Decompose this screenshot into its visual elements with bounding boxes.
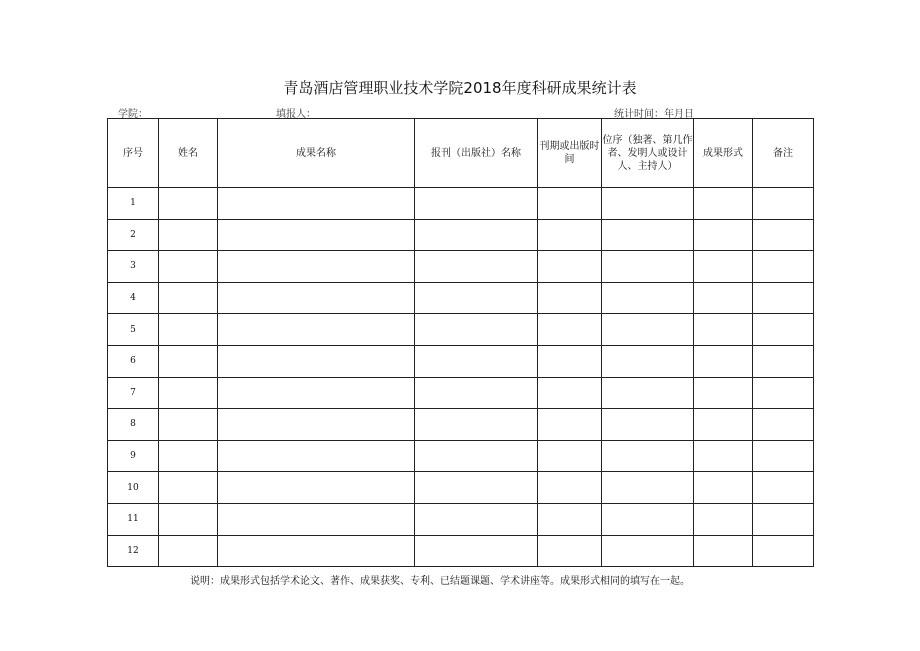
cell-issue-date[interactable] bbox=[538, 345, 602, 377]
cell-remarks[interactable] bbox=[753, 251, 814, 283]
cell-achievement-type[interactable] bbox=[694, 282, 753, 314]
cell-publisher[interactable] bbox=[415, 535, 538, 567]
cell-name[interactable] bbox=[159, 535, 218, 567]
cell-achievement-type[interactable] bbox=[694, 314, 753, 346]
cell-publisher[interactable] bbox=[415, 345, 538, 377]
table-row bbox=[108, 377, 814, 409]
cell-publisher[interactable] bbox=[415, 440, 538, 472]
cell-index: 6 bbox=[108, 345, 159, 377]
table-row bbox=[108, 472, 814, 504]
cell-achievement-type[interactable] bbox=[694, 219, 753, 251]
table-row bbox=[108, 535, 814, 567]
cell-remarks[interactable] bbox=[753, 440, 814, 472]
cell-author-order[interactable] bbox=[602, 188, 694, 220]
cell-achievement-name[interactable] bbox=[218, 188, 415, 220]
cell-name[interactable] bbox=[159, 188, 218, 220]
cell-name[interactable] bbox=[159, 282, 218, 314]
cell-achievement-type[interactable] bbox=[694, 535, 753, 567]
header-remarks: 备注 bbox=[753, 119, 814, 188]
filler-label: 填报人： bbox=[276, 109, 316, 120]
table-row bbox=[108, 409, 814, 441]
cell-name[interactable] bbox=[159, 409, 218, 441]
cell-achievement-name[interactable] bbox=[218, 219, 415, 251]
cell-index: 5 bbox=[108, 314, 159, 346]
cell-name[interactable] bbox=[159, 251, 218, 283]
cell-achievement-name[interactable] bbox=[218, 314, 415, 346]
header-achievement-type: 成果形式 bbox=[694, 119, 753, 188]
cell-issue-date[interactable] bbox=[538, 219, 602, 251]
cell-publisher[interactable] bbox=[415, 219, 538, 251]
table-row bbox=[108, 440, 814, 472]
cell-achievement-type[interactable] bbox=[694, 377, 753, 409]
cell-achievement-type[interactable] bbox=[694, 188, 753, 220]
cell-remarks[interactable] bbox=[753, 282, 814, 314]
cell-achievement-type[interactable] bbox=[694, 440, 753, 472]
table-row bbox=[108, 188, 814, 220]
cell-achievement-type[interactable] bbox=[694, 472, 753, 504]
cell-name[interactable] bbox=[159, 219, 218, 251]
cell-remarks[interactable] bbox=[753, 345, 814, 377]
cell-issue-date[interactable] bbox=[538, 314, 602, 346]
cell-publisher[interactable] bbox=[415, 282, 538, 314]
header-author-order: 位序（独著、第几作者、发明人或设计人、主持人） bbox=[602, 119, 694, 188]
cell-author-order[interactable] bbox=[602, 282, 694, 314]
cell-achievement-name[interactable] bbox=[218, 282, 415, 314]
cell-author-order[interactable] bbox=[602, 251, 694, 283]
cell-achievement-name[interactable] bbox=[218, 503, 415, 535]
cell-achievement-name[interactable] bbox=[218, 345, 415, 377]
cell-index: 9 bbox=[108, 440, 159, 472]
cell-issue-date[interactable] bbox=[538, 409, 602, 441]
stat-time-label: 统计时间：年月日 bbox=[614, 109, 694, 120]
header-index: 序号 bbox=[108, 119, 159, 188]
cell-author-order[interactable] bbox=[602, 314, 694, 346]
cell-index: 12 bbox=[108, 535, 159, 567]
cell-issue-date[interactable] bbox=[538, 472, 602, 504]
cell-issue-date[interactable] bbox=[538, 251, 602, 283]
cell-achievement-name[interactable] bbox=[218, 472, 415, 504]
cell-issue-date[interactable] bbox=[538, 377, 602, 409]
cell-remarks[interactable] bbox=[753, 219, 814, 251]
cell-achievement-type[interactable] bbox=[694, 345, 753, 377]
cell-remarks[interactable] bbox=[753, 188, 814, 220]
cell-publisher[interactable] bbox=[415, 377, 538, 409]
table-row bbox=[108, 219, 814, 251]
cell-name[interactable] bbox=[159, 314, 218, 346]
cell-name[interactable] bbox=[159, 345, 218, 377]
cell-achievement-name[interactable] bbox=[218, 535, 415, 567]
header-name: 姓名 bbox=[159, 119, 218, 188]
table-row bbox=[108, 345, 814, 377]
cell-index: 11 bbox=[108, 503, 159, 535]
table-row bbox=[108, 503, 814, 535]
footnote: 说明：成果形式包括学术论文、著作、成果获奖、专利、已结题课题、学术讲座等。成果形式相同的填写在一起。 bbox=[190, 576, 690, 587]
cell-author-order[interactable] bbox=[602, 377, 694, 409]
cell-author-order[interactable] bbox=[602, 472, 694, 504]
table-row bbox=[108, 251, 814, 283]
table-row bbox=[108, 282, 814, 314]
cell-remarks[interactable] bbox=[753, 503, 814, 535]
header-row bbox=[108, 119, 814, 188]
cell-publisher[interactable] bbox=[415, 503, 538, 535]
cell-name[interactable] bbox=[159, 503, 218, 535]
cell-remarks[interactable] bbox=[753, 535, 814, 567]
cell-index: 2 bbox=[108, 219, 159, 251]
cell-remarks[interactable] bbox=[753, 314, 814, 346]
cell-name[interactable] bbox=[159, 472, 218, 504]
cell-name[interactable] bbox=[159, 377, 218, 409]
school-label: 学院： bbox=[118, 109, 148, 120]
cell-achievement-name[interactable] bbox=[218, 409, 415, 441]
cell-achievement-type[interactable] bbox=[694, 409, 753, 441]
cell-index: 7 bbox=[108, 377, 159, 409]
cell-index: 4 bbox=[108, 282, 159, 314]
cell-author-order[interactable] bbox=[602, 535, 694, 567]
cell-index: 8 bbox=[108, 409, 159, 441]
cell-author-order[interactable] bbox=[602, 219, 694, 251]
cell-achievement-name[interactable] bbox=[218, 377, 415, 409]
cell-achievement-name[interactable] bbox=[218, 440, 415, 472]
table-row bbox=[108, 314, 814, 346]
cell-publisher[interactable] bbox=[415, 472, 538, 504]
cell-author-order[interactable] bbox=[602, 503, 694, 535]
cell-publisher[interactable] bbox=[415, 409, 538, 441]
cell-issue-date[interactable] bbox=[538, 188, 602, 220]
cell-publisher[interactable] bbox=[415, 188, 538, 220]
cell-index: 1 bbox=[108, 188, 159, 220]
cell-publisher[interactable] bbox=[415, 314, 538, 346]
cell-author-order[interactable] bbox=[602, 345, 694, 377]
header-publisher: 报刊（出版社）名称 bbox=[415, 119, 538, 188]
cell-remarks[interactable] bbox=[753, 377, 814, 409]
cell-achievement-type[interactable] bbox=[694, 503, 753, 535]
page-title: 青岛酒店管理职业技术学院2018年度科研成果统计表 bbox=[283, 79, 637, 97]
cell-author-order[interactable] bbox=[602, 440, 694, 472]
cell-issue-date[interactable] bbox=[538, 440, 602, 472]
cell-publisher[interactable] bbox=[415, 251, 538, 283]
cell-achievement-type[interactable] bbox=[694, 251, 753, 283]
cell-issue-date[interactable] bbox=[538, 503, 602, 535]
cell-name[interactable] bbox=[159, 440, 218, 472]
cell-achievement-name[interactable] bbox=[218, 251, 415, 283]
cell-remarks[interactable] bbox=[753, 409, 814, 441]
cell-remarks[interactable] bbox=[753, 472, 814, 504]
cell-author-order[interactable] bbox=[602, 409, 694, 441]
cell-index: 3 bbox=[108, 251, 159, 283]
header-achievement-name: 成果名称 bbox=[218, 119, 415, 188]
header-issue-date: 刊期或出版时间 bbox=[538, 119, 602, 188]
cell-index: 10 bbox=[108, 472, 159, 504]
cell-issue-date[interactable] bbox=[538, 282, 602, 314]
achievement-table bbox=[107, 118, 814, 567]
cell-issue-date[interactable] bbox=[538, 535, 602, 567]
